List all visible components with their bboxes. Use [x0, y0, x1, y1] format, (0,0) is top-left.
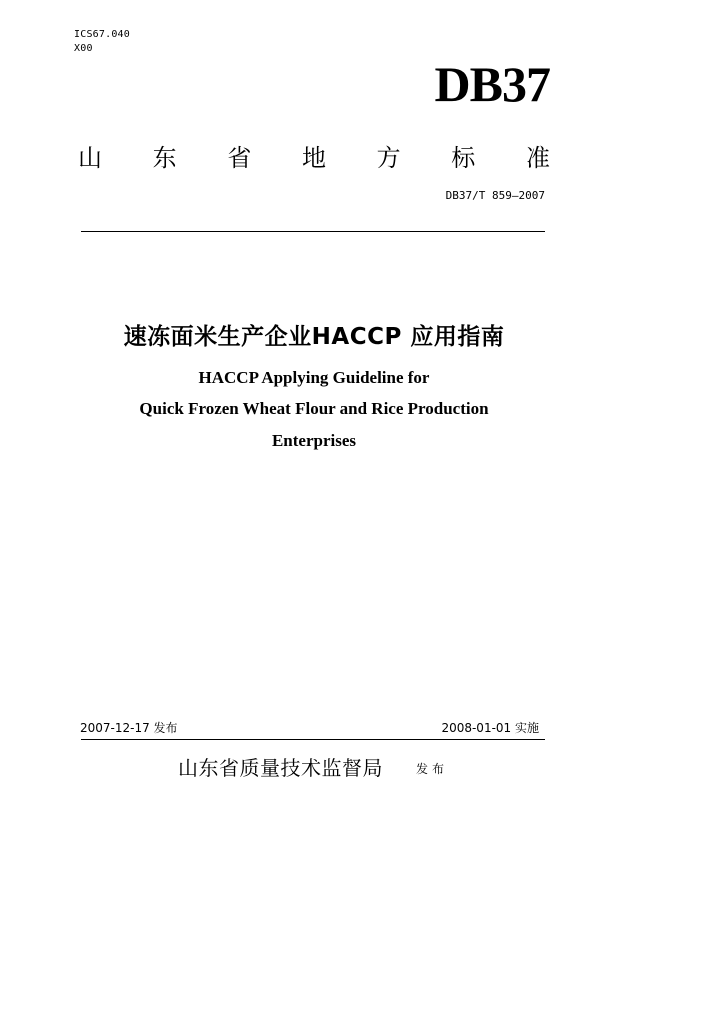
document-title-english-line: Enterprises	[271, 431, 357, 450]
standard-number: DB37/T 859—2007	[445, 189, 545, 202]
standard-type-char: 准	[525, 144, 550, 172]
classification-code: X00	[74, 43, 93, 54]
issued-label: 发布	[416, 762, 449, 776]
standard-mark: DB37	[434, 56, 550, 112]
standard-type-char: 东	[152, 144, 177, 172]
issuing-authority: 山东省质量技术监督局	[178, 756, 383, 780]
standard-type-char: 标	[451, 144, 476, 172]
ics-code: ICS67.040	[74, 29, 130, 40]
document-title-chinese: 速冻面米生产企业HACCP 应用指南	[123, 324, 505, 350]
implementation-date: 2008-01-01 实施	[441, 721, 539, 735]
document-title-english-line: Quick Frozen Wheat Flour and Rice Production	[139, 399, 489, 418]
header-divider	[81, 231, 545, 232]
standard-type-char: 省	[227, 144, 252, 172]
standard-type-char: 地	[301, 144, 326, 172]
standard-type-char: 山	[78, 144, 102, 172]
document-title-english-line: HACCP Applying Guideline for	[198, 368, 430, 387]
footer-divider	[81, 739, 545, 740]
issue-date: 2007-12-17 发布	[80, 721, 178, 735]
standard-type-title	[78, 140, 550, 176]
standard-type-char: 方	[376, 144, 401, 172]
